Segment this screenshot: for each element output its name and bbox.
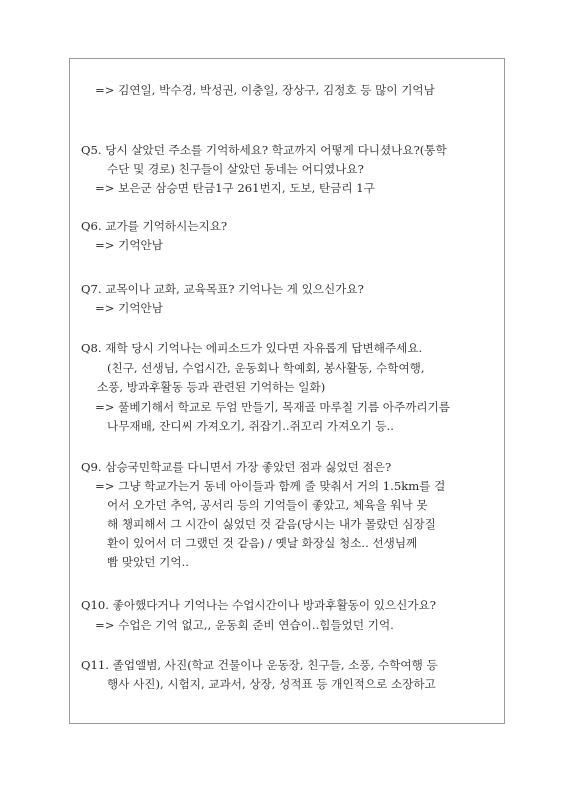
- q9-answer-line2: 어서 오가던 추억, 공서리 등의 기억들이 좋았고, 체육을 워낙 못: [107, 498, 428, 512]
- q5-question-line2: 수단 및 경로) 친구들이 살았던 동네는 어디였나요?: [107, 162, 364, 176]
- previous-answer: => 김연일, 박수경, 박성권, 이충일, 장상구, 김정호 등 많이 기억남: [95, 83, 435, 97]
- q9-answer-line5: 빰 맞았던 기억..: [107, 555, 189, 569]
- q9-question: Q9. 삼승국민학교를 다니면서 가장 좋았던 점과 싫었던 점은?: [81, 460, 392, 474]
- q8-question: Q8. 재학 당시 기억나는 에피소드가 있다면 자유롭게 답변해주세요.: [81, 341, 423, 355]
- q11-question-line2: 행사 사진), 시험지, 교과서, 상장, 성적표 등 개인적으로 소장하고: [107, 677, 436, 691]
- q8-hint-line2: 소풍, 방과후활동 등과 관련된 기억하는 일화): [97, 380, 326, 394]
- q9-answer-line4: 환이 있어서 더 그랬던 것 같음) / 옛날 화장실 청소.. 선생님께: [107, 536, 418, 550]
- q9-answer-line3: 해 챙피해서 그 시간이 싫었던 것 같음(당시는 내가 몰랐던 심장질: [107, 517, 436, 531]
- q5-answer: => 보은군 삼승면 탄금1구 261번지, 도보, 탄금리 1구: [95, 181, 375, 195]
- q6-answer: => 기억안남: [95, 238, 163, 252]
- q10-question: Q10. 좋아했다거나 기억나는 수업시간이나 방과후활동이 있으신가요?: [81, 598, 436, 612]
- q8-answer-line1: => 풀베기해서 학교로 두엄 만들기, 목재골 마루칠 기름 아주까리기름: [95, 400, 450, 414]
- q9-answer-line1: => 그냥 학교가는거 동네 아이들과 함께 줄 맞춰서 거의 1.5km를 걸: [95, 479, 446, 493]
- q8-hint-line1: (친구, 선생님, 수업시간, 운동회나 학예회, 봉사활동, 수학여행,: [107, 361, 425, 375]
- q7-answer: => 기억안남: [95, 301, 163, 315]
- q6-question: Q6. 교가를 기억하시는지요?: [81, 219, 228, 233]
- q7-question: Q7. 교목이나 교화, 교육목표? 기억나는 게 있으신가요?: [81, 282, 364, 296]
- q11-question-line1: Q11. 졸업앨범, 사진(학교 건물이나 운동장, 친구들, 소풍, 수학여행 등: [81, 658, 438, 672]
- q8-answer-line2: 나무재배, 잔디씨 가져오기, 쥐잡기..쥐꼬리 가져오기 등..: [107, 419, 394, 433]
- q5-question-line1: Q5. 당시 살았던 주소를 기억하세요? 학교까지 어떻게 다니셨나요?(통학: [81, 143, 447, 157]
- q10-answer: => 수업은 기억 없고,, 운동회 준비 연습이..힘들었던 기억.: [95, 618, 394, 632]
